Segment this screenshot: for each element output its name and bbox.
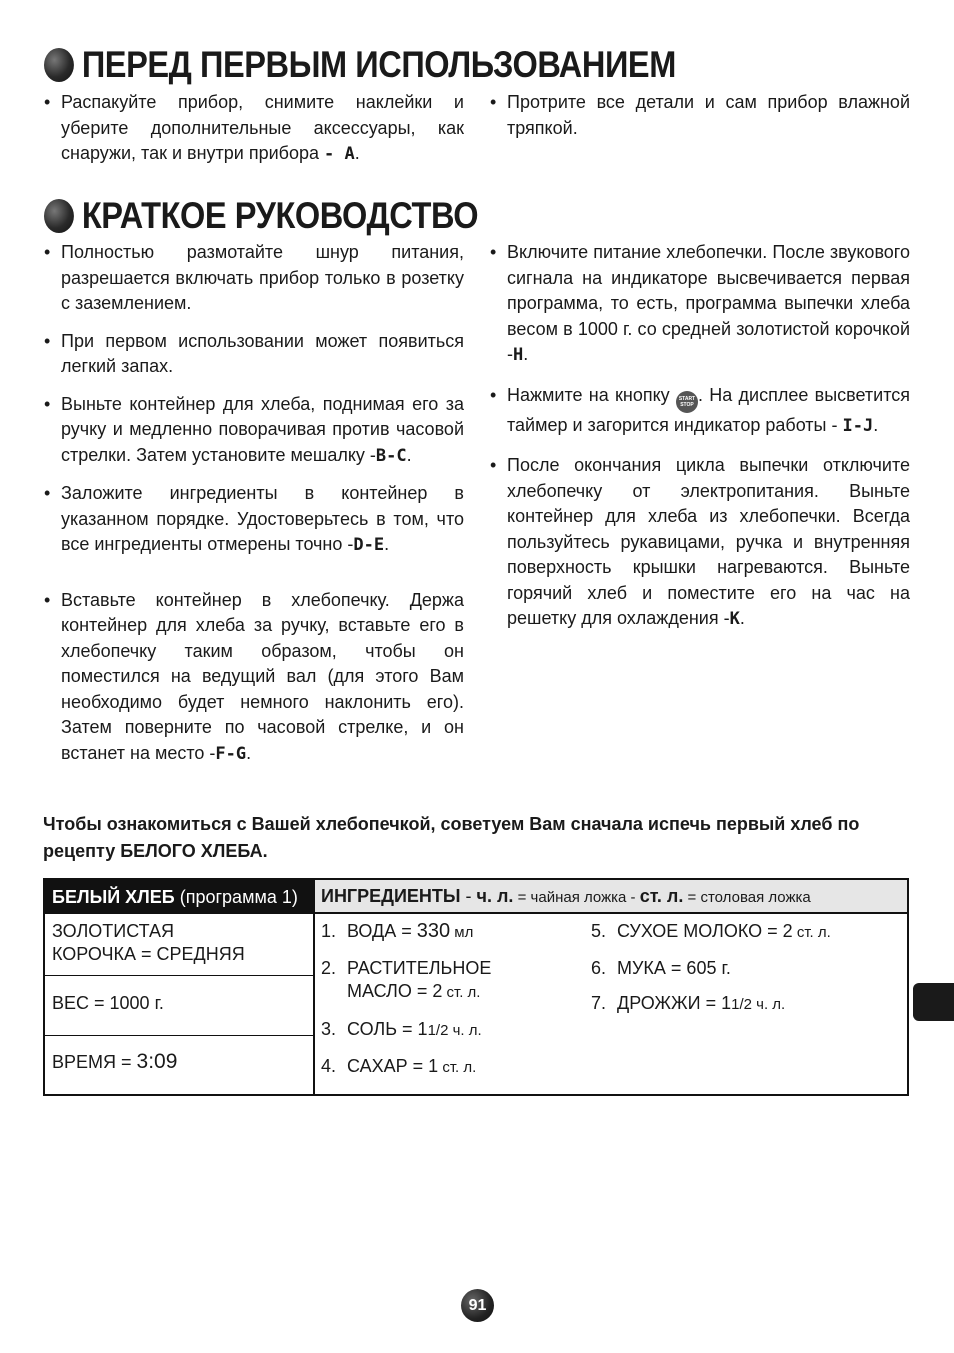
crust-cell: ЗОЛОТИСТАЯ КОРОЧКА = СРЕДНЯЯ: [45, 914, 313, 976]
section-title-quick-guide: КРАТКОЕ РУКОВОДСТВО: [44, 195, 478, 237]
ingredient-1: 1. ВОДА = 330 мл: [321, 920, 474, 942]
ingredient-7: 7. ДРОЖЖИ = 11/2 ч. л.: [591, 993, 786, 1013]
section2-right-column: [490, 240, 910, 633]
start-stop-button-icon: START STOP: [676, 391, 698, 413]
list-item: • Вставьте контейнер в хлебопечку. Держа контейнер для хлеба за ручку, вставьте его в хлебопечку таким образом, чтобы он поместился на ведущий вал (для этого Вам необходимо будет немного наклонить его). Затем поверните по часовой стрелке, и он встанет на место -F-G.: [44, 588, 464, 768]
page-number: 91: [461, 1289, 494, 1322]
ingredient-2: 2. РАСТИТЕЛЬНОЕ МАСЛО = 2 ст. л.: [321, 958, 492, 1001]
list-item: • При первом использовании может появиться легкий запах.: [44, 329, 464, 380]
ingredients-header: ИНГРЕДИЕНТЫ - ч. л. = чайная ложка - ст. л. = столовая ложка: [315, 880, 907, 914]
list-item: • Включите питание хлебопечки. После звукового сигнала на индикаторе высвечивается первая программа, то есть, программа выпечки хлеба весом в 1000 г. со средней золотистой корочкой -H.: [490, 240, 910, 369]
program-column: [45, 880, 315, 1094]
list-item: • Распакуйте прибор, снимите наклейки и уберите дополнительные аксессуары, как снаружи, так и внутри прибора - A.: [44, 90, 464, 168]
section1-left-column: [44, 90, 464, 168]
list-item: • После окончания цикла выпечки отключите хлебопечку от электропитания. Выньте контейнер для хлеба из хлебопечки. Всегда пользуйтесь рукавицами, ручка и внутренняя поверхность крышки нагреваются. Выньте горячий хлеб и поместите его на час на решетку для охлаждения -K.: [490, 453, 910, 633]
ingredient-4: 4. САХАР = 1 ст. л.: [321, 1056, 477, 1076]
program-header: БЕЛЫЙ ХЛЕБ (программа 1): [45, 880, 313, 914]
ingredient-6: 6. МУКА = 605 г.: [591, 958, 731, 978]
chapter-tab-marker: [913, 983, 954, 1021]
ingredient-3: 3. СОЛЬ = 11/2 ч. л.: [321, 1019, 482, 1039]
section2-left-column: [44, 240, 464, 767]
bullet-ball-icon: [44, 199, 74, 233]
recipe-intro: Чтобы ознакомиться с Вашей хлебопечкой, советуем Вам сначала испечь первый хлеб по рецепту БЕЛОГО ХЛЕБА.: [43, 814, 860, 861]
list-item: • Полностью размотайте шнур питания, разрешается включать прибор только в розетку с заземлением.: [44, 240, 464, 317]
weight-cell: ВЕС = 1000 г.: [45, 976, 313, 1036]
list-item: • Протрите все детали и сам прибор влажной тряпкой.: [490, 90, 910, 141]
ingredient-5: 5. СУХОЕ МОЛОКО = 2 ст. л.: [591, 921, 831, 941]
section1-right-column: [490, 90, 910, 141]
bullet-ball-icon: [44, 48, 74, 82]
section-title-before-first-use: ПЕРЕД ПЕРВЫМ ИСПОЛЬЗОВАНИЕМ: [44, 44, 676, 86]
list-item: • Заложите ингредиенты в контейнер в указанном порядке. Удостоверьтесь в том, что все ингредиенты отмерены точно -D-E.: [44, 481, 464, 559]
time-cell: ВРЕМЯ = 3:09: [52, 1050, 178, 1073]
list-item: • Нажмите на кнопку START STOP . На дисплее высветится таймер и загорится индикатор работы - I-J.: [490, 383, 910, 440]
recipe-table: [43, 878, 909, 1096]
list-item: • Выньте контейнер для хлеба, поднимая его за ручку и медленно поворачивая против часовой стрелки. Затем установите мешалку -B-C.: [44, 392, 464, 470]
